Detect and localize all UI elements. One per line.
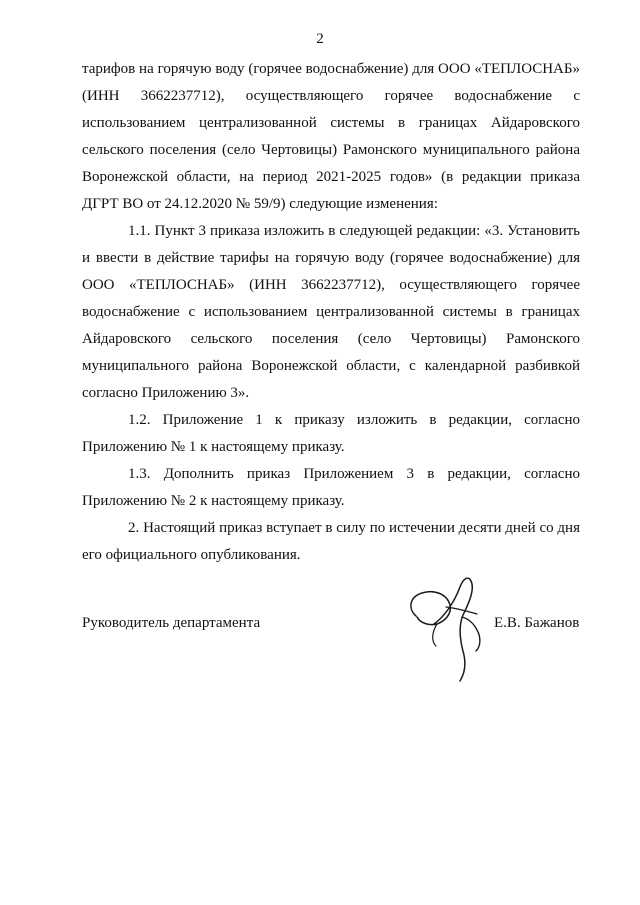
- item-1-2-line-1: 1.2. Приложение 1 к приказу изложить в редакции, согласно: [128, 412, 580, 428]
- body-line-3: использованием централизованной системы в границах Айдаровского: [82, 115, 580, 131]
- item-1-3-line-1: 1.3. Дополнить приказ Приложением 3 в редакции, согласно: [128, 466, 580, 482]
- body-line-1: тарифов на горячую воду (горячее водоснабжение) для ООО «ТЕПЛОСНАБ»: [82, 61, 580, 77]
- item-1-1-line-3: ООО «ТЕПЛОСНАБ» (ИНН 3662237712), осуществляющего горячее: [82, 277, 580, 293]
- body-line-5: Воронежской области, на период 2021-2025 годов» (в редакции приказа: [82, 169, 580, 185]
- item-1-1-line-4: водоснабжение с использованием централизованной системы в границах: [82, 304, 580, 320]
- item-2-line-1: 2. Настоящий приказ вступает в силу по истечении десяти дней со дня: [128, 520, 580, 536]
- item-1-3-line-2: Приложению № 2 к настоящему приказу.: [82, 493, 345, 509]
- item-2-line-2: его официального опубликования.: [82, 547, 301, 563]
- body-line-4: сельского поселения (село Чертовицы) Рамонского муниципального района: [82, 142, 580, 158]
- item-1-1-line-6: муниципального района Воронежской области, с календарной разбивкой: [82, 358, 580, 374]
- handwritten-signature-icon: [402, 569, 502, 687]
- page-number: 2: [316, 31, 324, 47]
- signatory-title: Руководитель департамента: [82, 615, 261, 631]
- item-1-1-line-5: Айдаровского сельского поселения (село Чертовицы) Рамонского: [82, 331, 580, 347]
- body-line-6: ДГРТ ВО от 24.12.2020 № 59/9) следующие изменения:: [82, 196, 438, 212]
- signatory-name: Е.В. Бажанов: [494, 615, 580, 631]
- body-line-2: (ИНН 3662237712), осуществляющего горячее водоснабжение с: [82, 88, 580, 104]
- item-1-2-line-2: Приложению № 1 к настоящему приказу.: [82, 439, 345, 455]
- item-1-1-line-1: 1.1. Пункт 3 приказа изложить в следующей редакции: «3. Установить: [128, 223, 580, 239]
- item-1-1-line-2: и ввести в действие тарифы на горячую воду (горячее водоснабжение) для: [82, 250, 580, 266]
- item-1-1-line-7: согласно Приложению 3».: [82, 385, 250, 401]
